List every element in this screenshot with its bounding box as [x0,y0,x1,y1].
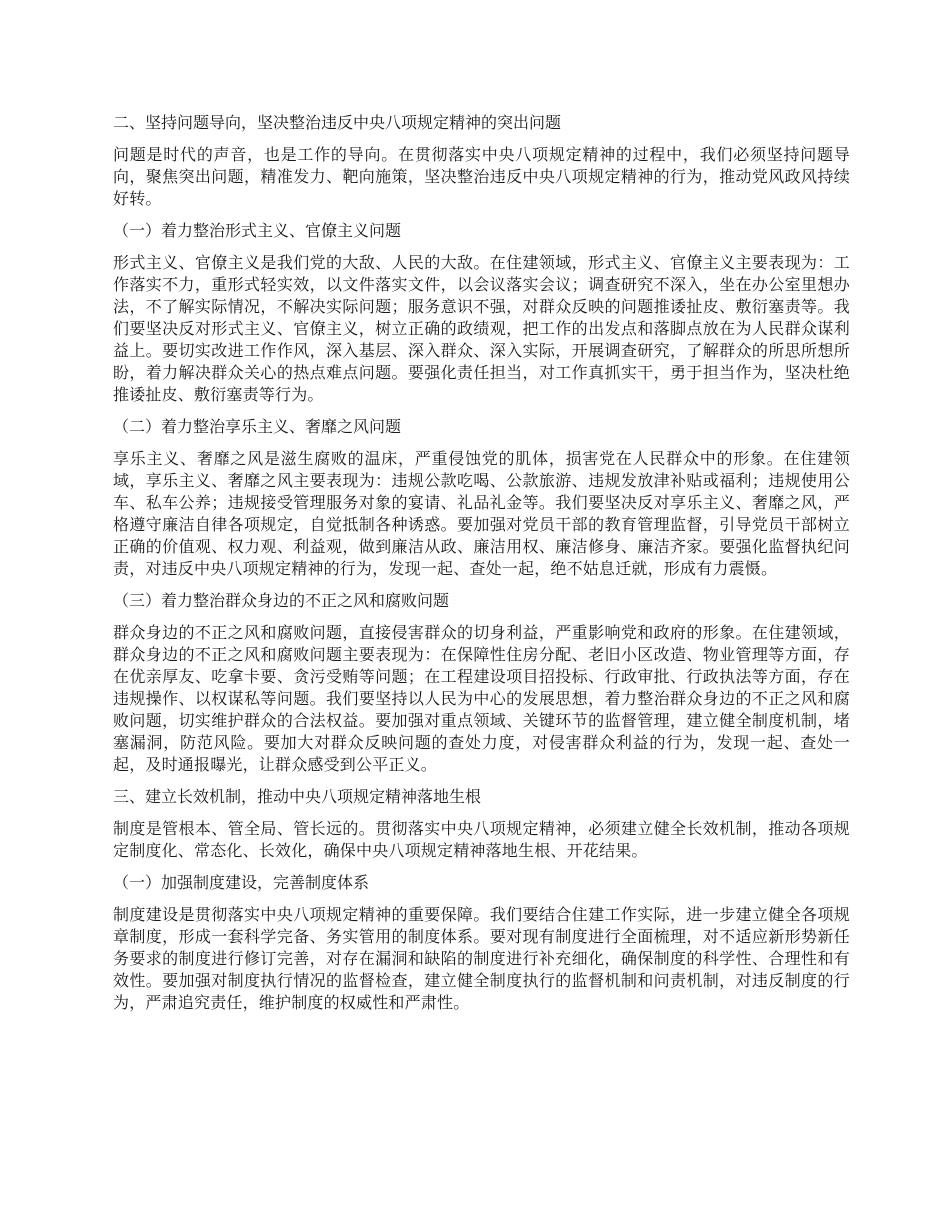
subsection-heading-3-1: （一）加强制度建设，完善制度体系 [113,873,370,892]
subsection-heading-2-3: （三）着力整治群众身边的不正之风和腐败问题 [113,591,450,610]
subsection-heading-2-1: （一）着力整治形式主义、官僚主义问题 [113,221,402,240]
section-heading-3: 三、建立长效机制，推动中央八项规定精神落地生根 [113,787,482,806]
subsection-2-2-paragraph: 享乐主义、奢靡之风是滋生腐败的温床，严重侵蚀党的肌体，损害党在人民群众中的形象。在住建领域，享乐主义、奢靡之风主要表现为：违规公款吃喝、公款旅游、违规发放津补贴或福利；违规使用公车、私车公养；违规接受管理服务对象的宴请、礼品礼金等。我们要坚决反对享乐主义、奢靡之风，严格遵守廉洁自律各项规定，自觉抵制各种诱惑。要加强对党员干部的教育管理监督，引导党员干部树立正确的价值观、权力观、利益观，做到廉洁从政、廉洁用权、廉洁修身、廉洁齐家。要强化监督执纪问责，对违反中央八项规定精神的行为，发现一起、查处一起，绝不姑息迁就，形成有力震慑。 [113,449,850,578]
section-heading-2: 二、坚持问题导向，坚决整治违反中央八项规定精神的突出问题 [113,113,562,132]
section-3-intro-paragraph: 制度是管根本、管全局、管长远的。贯彻落实中央八项规定精神，必须建立健全长效机制，推动各项规定制度化、常态化、长效化，确保中央八项规定精神落地生根、开花结果。 [113,819,850,860]
subsection-2-1-paragraph: 形式主义、官僚主义是我们党的大敌、人民的大敌。在住建领域，形式主义、官僚主义主要表现为：工作落实不力，重形式轻实效，以文件落实文件，以会议落实会议；调查研究不深入，坐在办公室里想办法，不了解实际情况，不解决实际问题；服务意识不强，对群众反映的问题推诿扯皮、敷衍塞责等。我们要坚决反对形式主义、官僚主义，树立正确的政绩观，把工作的出发点和落脚点放在为人民群众谋利益上。要切实改进工作作风，深入基层、深入群众、深入实际，开展调查研究，了解群众的所思所想所盼，着力解决群众关心的热点难点问题。要强化责任担当，对工作真抓实干，勇于担当作为，坚决杜绝推诿扯皮、敷衍塞责等行为。 [113,253,850,404]
subsection-3-1-paragraph: 制度建设是贯彻落实中央八项规定精神的重要保障。我们要结合住建工作实际，进一步建立健全各项规章制度，形成一套科学完备、务实管用的制度体系。要对现有制度进行全面梳理，对不适应新形势新任务要求的制度进行修订完善，对存在漏洞和缺陷的制度进行补充细化，确保制度的科学性、合理性和有效性。要加强对制度执行情况的监督检查，建立健全制度执行的监督机制和问责机制，对违反制度的行为，严肃追究责任，维护制度的权威性和严肃性。 [113,905,850,1012]
subsection-2-3-paragraph: 群众身边的不正之风和腐败问题，直接侵害群众的切身利益，严重影响党和政府的形象。在住建领域，群众身边的不正之风和腐败问题主要表现为：在保障性住房分配、老旧小区改造、物业管理等方面，存在优亲厚友、吃拿卡要、贪污受贿等问题；在工程建设项目招投标、行政审批、行政执法等方面，存在违规操作、以权谋私等问题。我们要坚持以人民为中心的发展思想，着力整治群众身边的不正之风和腐败问题，切实维护群众的合法权益。要加强对重点领域、关键环节的监督管理，建立健全制度机制，堵塞漏洞，防范风险。要加大对群众反映问题的查处力度，对侵害群众利益的行为，发现一起、查处一起，及时通报曝光，让群众感受到公平正义。 [113,623,850,774]
section-2-intro-paragraph: 问题是时代的声音，也是工作的导向。在贯彻落实中央八项规定精神的过程中，我们必须坚持问题导向，聚焦突出问题，精准发力、靶向施策，坚决整治违反中央八项规定精神的行为，推动党风政风持续好转。 [113,145,850,208]
subsection-heading-2-2: （二）着力整治享乐主义、奢靡之风问题 [113,417,402,436]
